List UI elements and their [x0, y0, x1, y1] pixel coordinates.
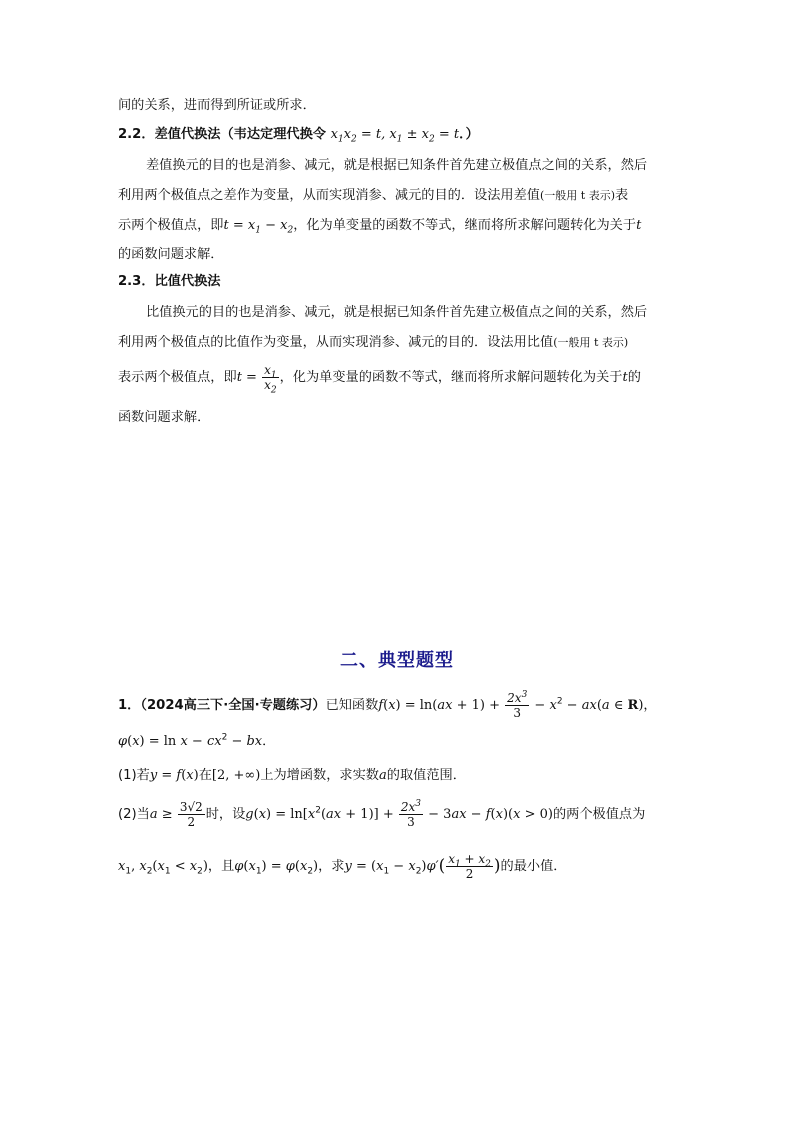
problem-number: 1．: [118, 698, 141, 713]
vieta-formula: $x_1x_2 = t$, $x_1 \pm x_2 = t$: [330, 127, 460, 145]
heading-paren-open: （韦达定理代换令: [220, 127, 331, 142]
s23-paragraph-line-1: 比值换元的目的也是消参、减元，就是根据已知条件首先建立极值点之间的关系，然后: [146, 305, 648, 320]
problem-1-line-2: $\varphi(x) = \ln x - cx^2$ − bx．: [118, 732, 276, 749]
intro-text: 间的关系，进而得到所证或所求．: [118, 98, 316, 113]
ratio-fraction: $\frac{x_1}{x_2}$: [264, 362, 277, 395]
problem-1-question-1: (1)若y = f(x)在[2, +∞)上为增函数，求实数a的取值范围．: [118, 768, 466, 783]
s23-paragraph-line-3: 表示两个极值点，即t = $\frac{x_1}{x_2}$ ，化为单变量的函数不等式，继而将所求解问题转化为关于t的: [118, 362, 641, 395]
section-2-3-heading: 2.3．比值代换法: [118, 274, 221, 289]
problem-1-question-2-line-1: (2)当a ≥ $\frac{3√2}{2}$ 时，设$g(x) = \ln[x^2(ax + 1)]$ + $\frac{2x^3}{3}$ − 3ax − f(x)(x > 0)的两个极值点为: [118, 798, 646, 829]
intro-line: [118, 96, 316, 116]
heading-number: 2.2．: [118, 127, 155, 142]
s22-paragraph-line-4: 的函数问题求解．: [118, 247, 224, 262]
note-t: (一般用 t 表示): [553, 336, 629, 349]
heading-paren-close: ．）: [459, 127, 479, 142]
note-t: (一般用 t 表示): [540, 189, 615, 202]
problem-source: （2024高三下·全国·专题练习）: [140, 698, 326, 713]
s23-paragraph-line-4: 函数问题求解．: [118, 410, 211, 425]
function-f-definition: f: [378, 698, 384, 713]
function-phi-definition: φ: [118, 734, 128, 749]
s22-paragraph-line-2: 利用两个极值点之差作为变量，从而实现消参、减元的目的．设法用差值(一般用 t 表示)表: [118, 188, 629, 203]
problem-1-question-2-line-2: $x_1$, $x_2(x_1 < x_2)$，且$\varphi(x_1) = \varphi(x_2)$，求$y = (x_1 - x_2)\varphi'$( $\frac{x_1 + x_2}{2}$ )的最小值．: [118, 851, 567, 881]
difference-formula: $t = x_1 - x_2$: [223, 218, 294, 236]
problem-1-line-1: 1．（2024高三下·全国·专题练习）已知函数f(x) = ln(ax + 1) + $\frac{2x^3}{3}$ − $x^2 - ax(a$ ∈ R)，: [118, 689, 657, 720]
heading-title: 差值代换法: [154, 127, 221, 142]
s23-paragraph-line-2: 利用两个极值点的比值作为变量，从而实现消参、减元的目的．设法用比值(一般用 t 表示): [118, 335, 629, 350]
s22-paragraph-line-3: 示两个极值点，即$t = x_1 - x_2$，化为单变量的函数不等式，继而将所求解问题转化为关于t: [118, 218, 642, 236]
section-2-2-heading: [118, 125, 479, 145]
s22-paragraph-line-1: 差值换元的目的也是消参、减元，就是根据已知条件首先建立极值点之间的关系，然后: [146, 158, 648, 173]
section-2-title: 二、典型题型: [340, 650, 454, 671]
